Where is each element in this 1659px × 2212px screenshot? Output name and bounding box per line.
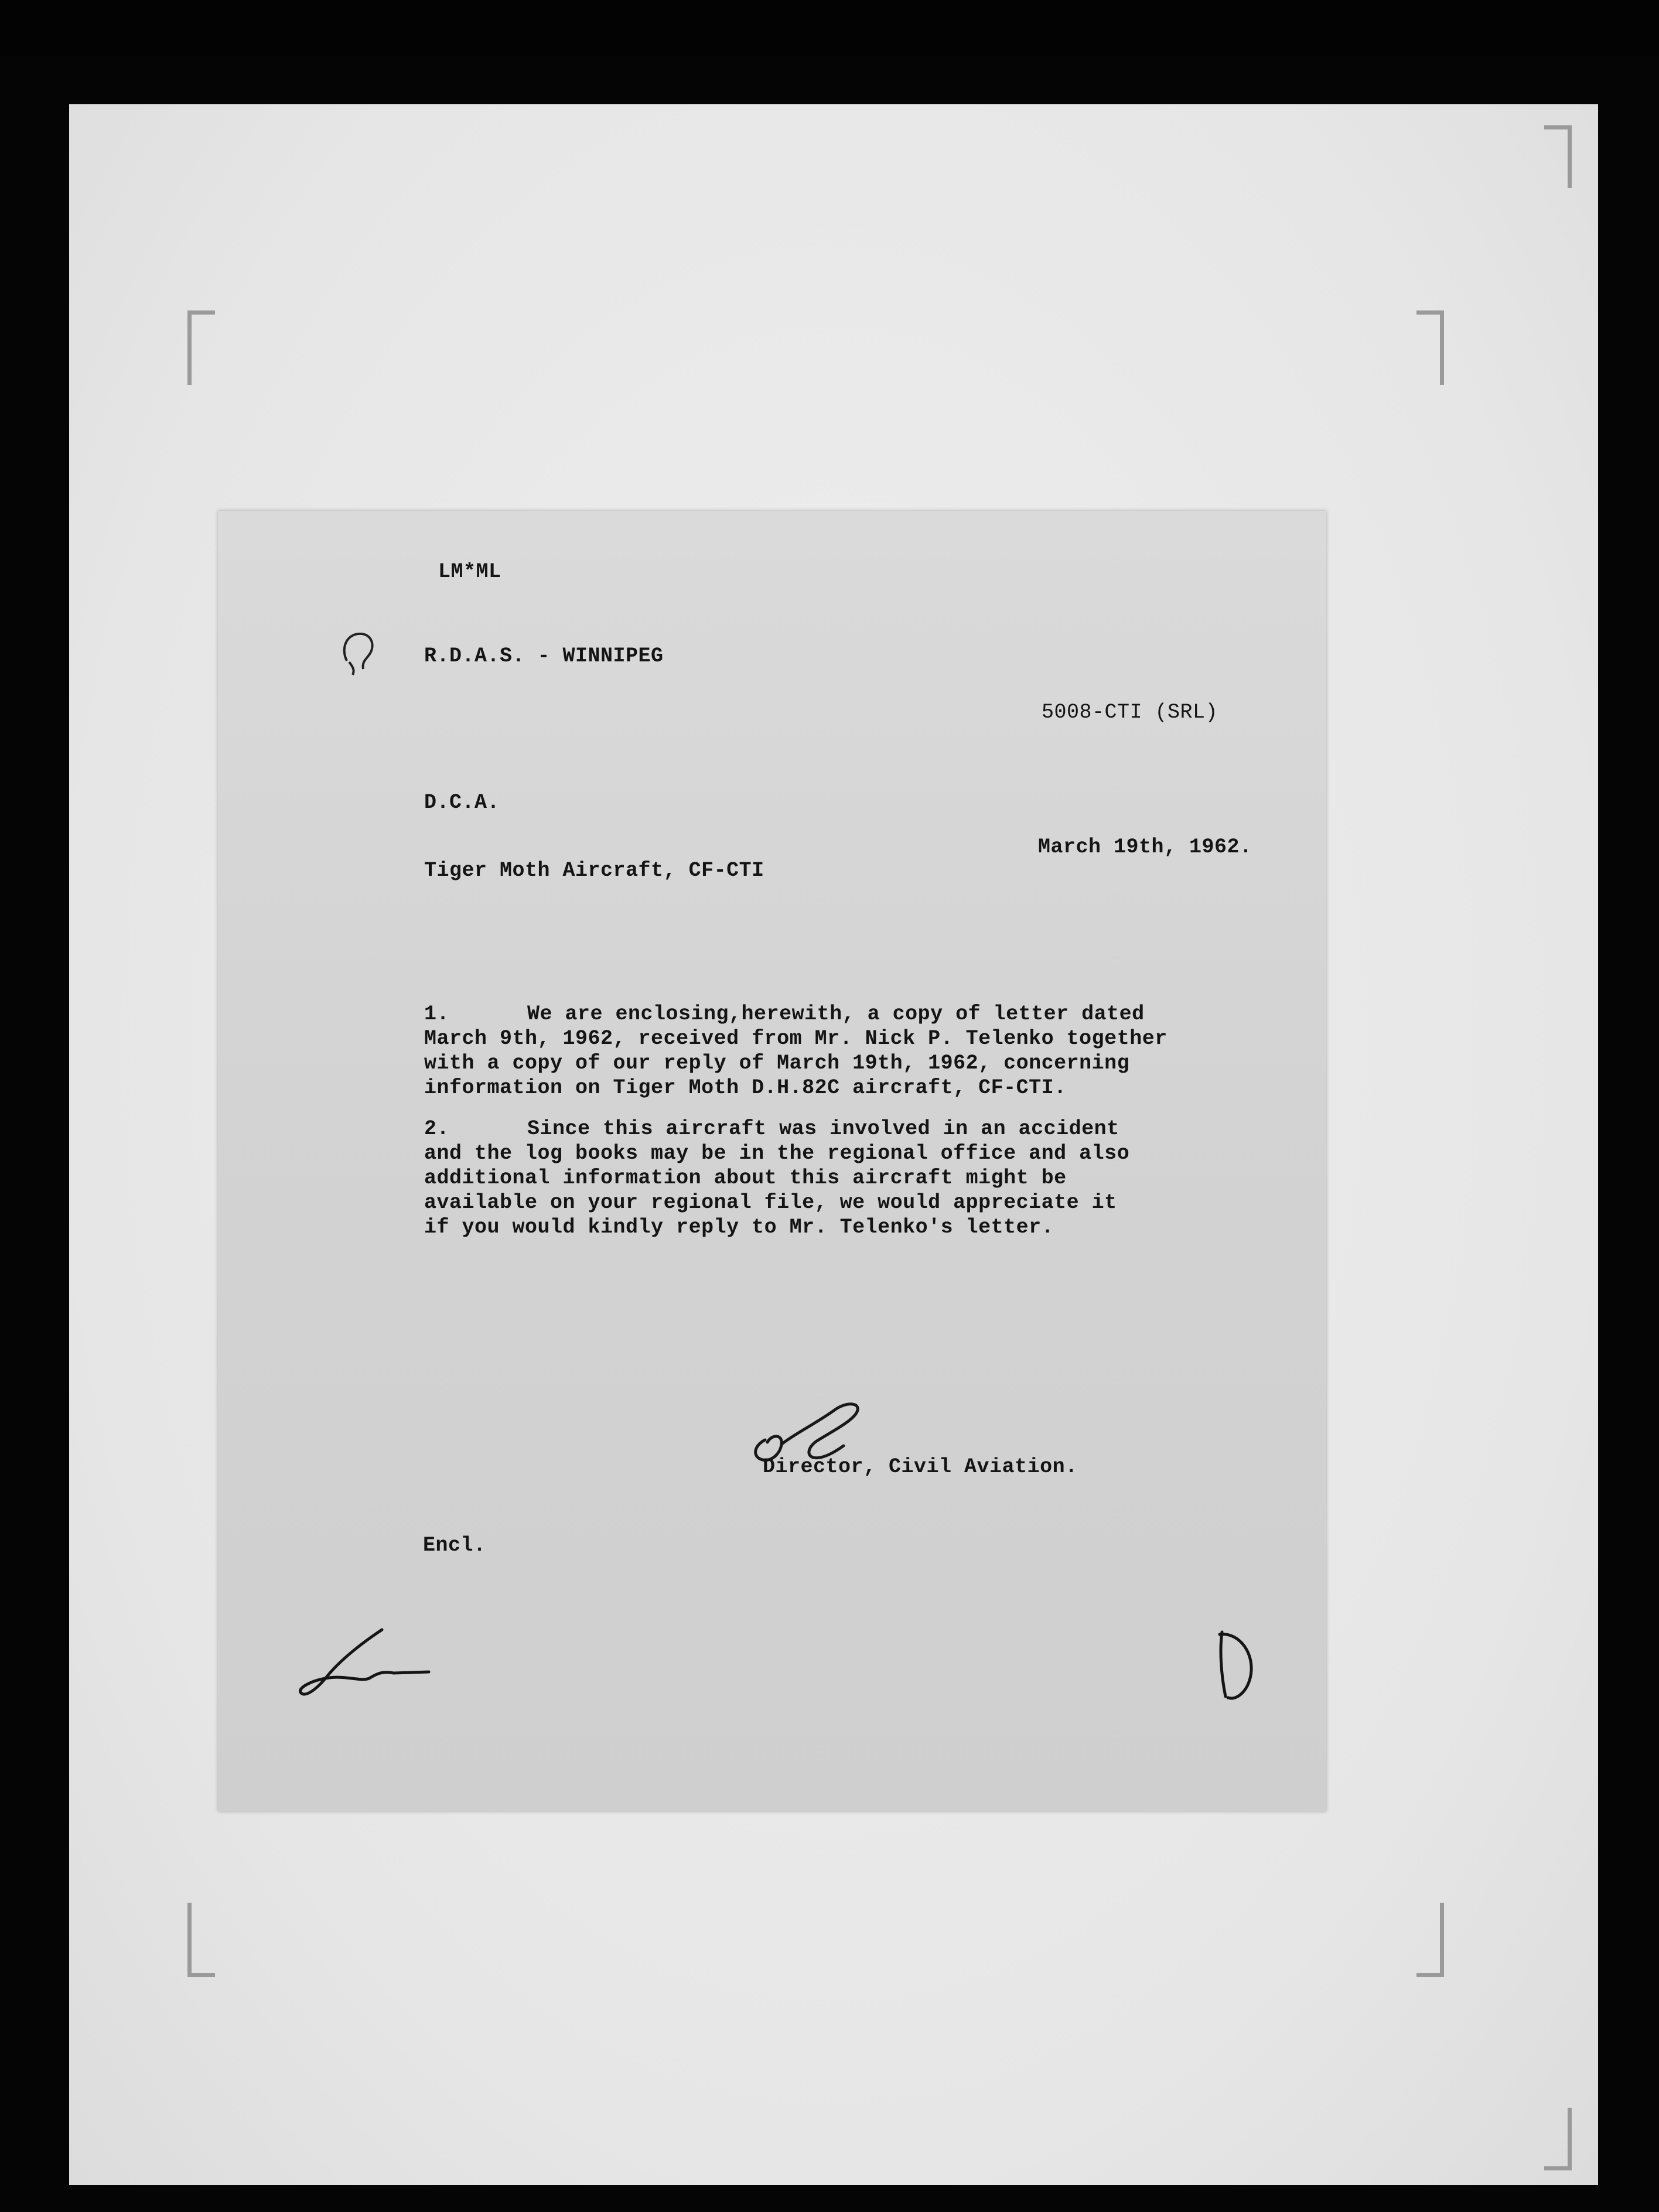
crop-mark-top-right — [1416, 310, 1444, 385]
letter-date: March 19th, 1962. — [1038, 835, 1252, 859]
paragraph-line: March 9th, 1962, received from Mr. Nick P. Telenko together — [424, 1027, 1168, 1050]
paragraph-line: available on your regional file, we would appreciate it — [424, 1191, 1117, 1214]
paragraph-number: 2. — [424, 1117, 450, 1141]
paragraph-line: We are enclosing,herewith, a copy of letter dated — [527, 1002, 1145, 1026]
handwritten-mark-right — [1202, 1626, 1261, 1708]
paragraph-line: and the log books may be in the regional office and also — [424, 1142, 1130, 1165]
paragraph-1 — [424, 1002, 1168, 1100]
subject-line: Tiger Moth Aircraft, CF-CTI — [424, 859, 764, 882]
paragraph-line: if you would kindly reply to Mr. Telenko's letter. — [424, 1216, 1054, 1239]
paragraph-line: Since this aircraft was involved in an accident — [527, 1117, 1119, 1141]
punch-hole-mark — [335, 626, 382, 678]
crop-mark-bottom-right — [1416, 1903, 1444, 1977]
crop-mark-bottom-left — [187, 1903, 215, 1977]
paragraph-number: 1. — [424, 1002, 450, 1026]
letter-page — [218, 511, 1326, 1811]
paragraph-line: information on Tiger Moth D.H.82C aircraft, CF-CTI. — [424, 1076, 1067, 1100]
crop-mark-frame-bottom-right — [1544, 2108, 1572, 2170]
handwritten-initials-left — [294, 1624, 435, 1706]
enclosure-note: Encl. — [423, 1534, 486, 1557]
signature-line: Director, Civil Aviation. — [763, 1455, 1078, 1479]
typist-initials: LM*ML — [438, 560, 501, 583]
crop-mark-frame-top-right — [1544, 125, 1572, 188]
paragraph-2 — [424, 1117, 1129, 1240]
film-edge — [0, 0, 1659, 56]
file-reference: 5008-CTI (SRL) — [1042, 701, 1218, 724]
crop-mark-top-left — [187, 310, 215, 385]
paragraph-line: with a copy of our reply of March 19th, 1962, concerning — [424, 1052, 1130, 1075]
sender: D.C.A. — [424, 791, 500, 814]
addressee: R.D.A.S. - WINNIPEG — [424, 644, 664, 668]
paragraph-line: additional information about this aircraft might be — [424, 1166, 1067, 1190]
